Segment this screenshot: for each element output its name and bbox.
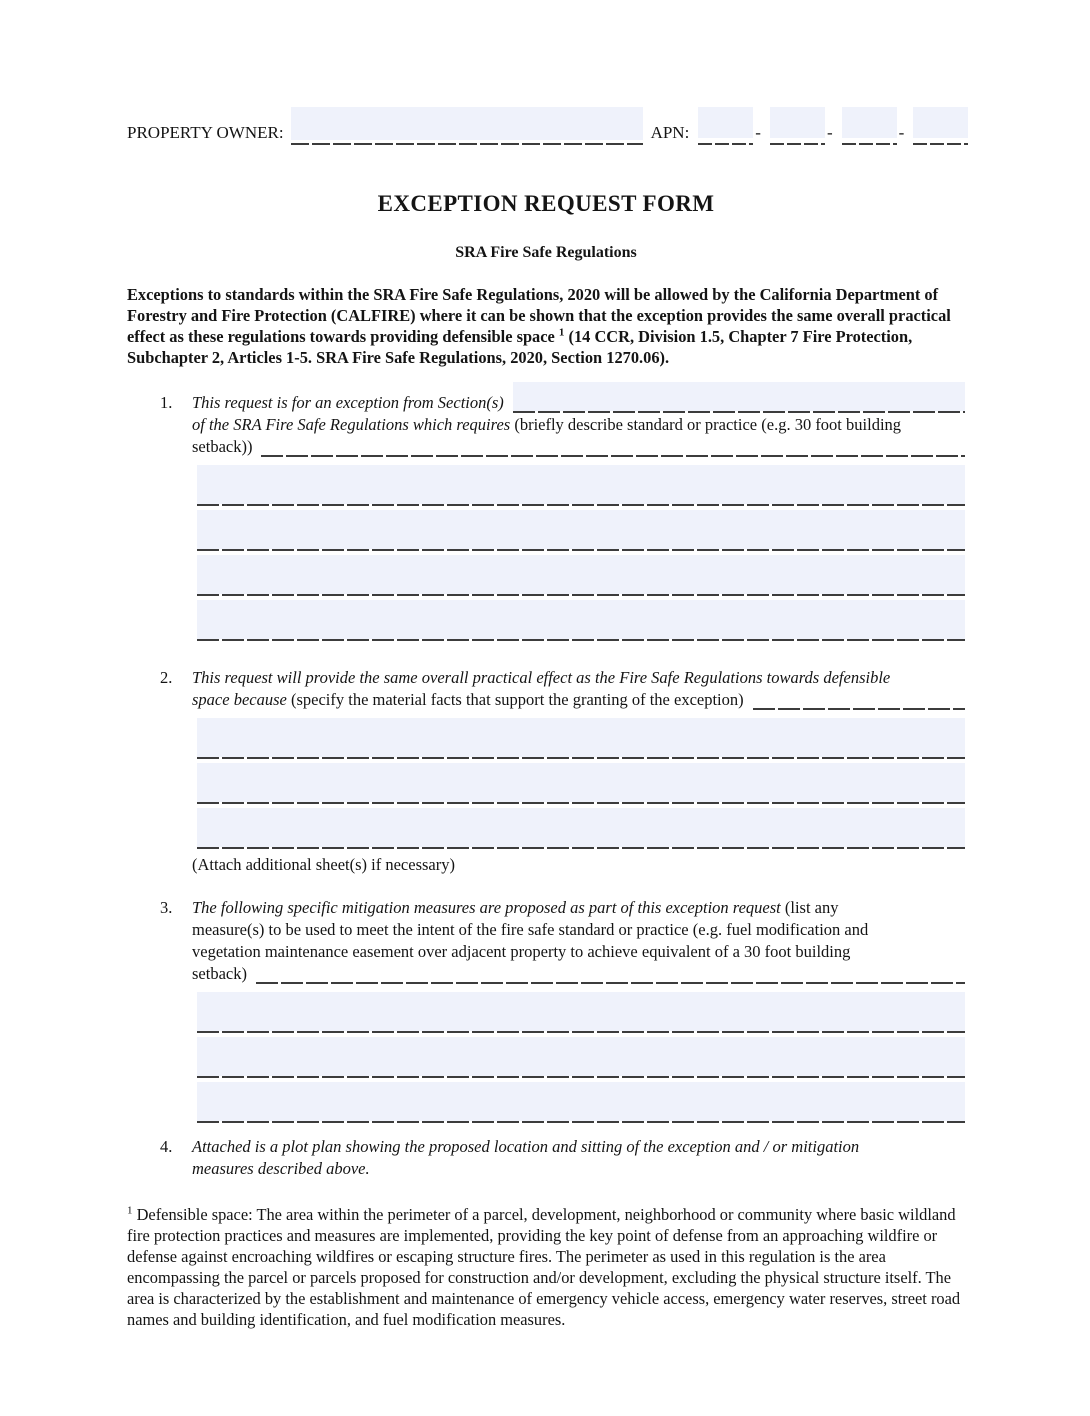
property-owner-label: PROPERTY OWNER: bbox=[127, 123, 284, 142]
item-2-text: space because bbox=[192, 690, 287, 709]
item-1-writing-area bbox=[197, 465, 965, 641]
item-3-text: (list any bbox=[780, 898, 839, 917]
item-3-line-3 bbox=[192, 941, 965, 963]
form-item-2 bbox=[127, 667, 965, 876]
apn-input-2[interactable] bbox=[770, 107, 825, 145]
writing-line[interactable] bbox=[197, 555, 965, 596]
item-1-text: of the SRA Fire Safe Regulations which requires bbox=[192, 415, 511, 434]
item-1-line-1 bbox=[192, 392, 965, 414]
apn-input-3[interactable] bbox=[842, 107, 897, 145]
blank-line[interactable] bbox=[261, 437, 965, 457]
footnote bbox=[127, 1204, 965, 1330]
item-3-text: The following specific mitigation measures are proposed as part of this exception request bbox=[192, 898, 781, 917]
item-1-line-3 bbox=[192, 436, 965, 458]
writing-line[interactable] bbox=[197, 600, 965, 641]
blank-line[interactable] bbox=[256, 964, 965, 984]
writing-line[interactable] bbox=[197, 510, 965, 551]
writing-line[interactable] bbox=[197, 763, 965, 804]
apn-separator: - bbox=[826, 123, 833, 142]
item-2-text: (specify the material facts that support the granting of the exception) bbox=[286, 690, 744, 709]
item-4-text: Attached is a plot plan showing the proposed location and sitting of the exception and / or mitigation bbox=[192, 1137, 860, 1156]
item-1-line-2 bbox=[192, 414, 965, 436]
writing-line[interactable] bbox=[197, 465, 965, 506]
item-number: 1. bbox=[160, 393, 173, 412]
writing-line[interactable] bbox=[197, 992, 965, 1033]
writing-line[interactable] bbox=[197, 808, 965, 849]
item-3-writing-area bbox=[197, 992, 965, 1123]
item-3-line-1 bbox=[192, 897, 965, 919]
item-3-line-2 bbox=[192, 919, 965, 941]
apn-input-1[interactable] bbox=[698, 107, 753, 145]
item-2-text: This request will provide the same overall practical effect as the Fire Safe Regulations towards defensible bbox=[192, 668, 891, 687]
apn-separator: - bbox=[898, 123, 905, 142]
item-3-text: measure(s) to be used to meet the intent of the fire safe standard or practice (e.g. fuel modification and bbox=[192, 920, 869, 939]
apn-label: APN: bbox=[650, 123, 690, 142]
footnote-reference: 1 bbox=[558, 326, 565, 339]
item-1-text: This request is for an exception from Section(s) bbox=[192, 393, 504, 412]
apn-input-4[interactable] bbox=[913, 107, 968, 145]
writing-line[interactable] bbox=[197, 1037, 965, 1078]
item-2-writing-area bbox=[197, 718, 965, 849]
footnote-marker: 1 bbox=[127, 1204, 133, 1217]
page-subtitle: SRA Fire Safe Regulations bbox=[455, 244, 637, 261]
section-numbers-input[interactable] bbox=[513, 382, 965, 413]
item-number: 2. bbox=[160, 668, 173, 687]
item-number: 4. bbox=[160, 1137, 173, 1156]
apn-separator: - bbox=[755, 123, 761, 142]
footnote-text: Defensible space: The area within the perimeter of a parcel, development, neighborhood or community where basic wildland fire protection practices and measures are implemented, providing the key point of defense from an approaching wildfire or defense against encroaching wildfires or escaping structure fires. The perimeter as used in this regulation is the area encompassing the parcel or parcels proposed for construction and/or development, excluding the physical structure itself. The area is characterized by the establishment and maintenance of emergency vehicle access, emergency water reserves, street road names and building identification, and fuel modification measures. bbox=[127, 1205, 961, 1329]
item-2-line-2 bbox=[192, 689, 965, 711]
intro-text-1: Exceptions to standards within the SRA Fire Safe Regulations, 2020 will be allowed by the California Department of Forestry and Fire Protection (CALFIRE) where it can be shown that the exception provides the same overall practical effect as these regulations towards providing defensible space bbox=[127, 285, 951, 346]
property-owner-input[interactable] bbox=[291, 107, 643, 145]
form-item-4 bbox=[127, 1136, 965, 1180]
item-3-line-4 bbox=[192, 963, 965, 985]
item-1-text: (briefly describe standard or practice (e.g. 30 foot building bbox=[510, 415, 902, 434]
intro-text-2: (14 CCR, Division 1.5, Chapter 7 Fire Protection, Subchapter 2, Articles 1-5. SRA Fire Safe Regulations, 2020, Section 1270.06). bbox=[127, 327, 913, 367]
item-4-text: measures described above. bbox=[192, 1159, 370, 1178]
header-row bbox=[127, 105, 965, 145]
attach-note: (Attach additional sheet(s) if necessary) bbox=[192, 855, 455, 874]
item-3-text: vegetation maintenance easement over adjacent property to achieve equivalent of a 30 foot building bbox=[192, 942, 851, 961]
form-item-1 bbox=[127, 392, 965, 641]
writing-line[interactable] bbox=[197, 718, 965, 759]
blank-line[interactable] bbox=[753, 690, 965, 710]
writing-line[interactable] bbox=[197, 1082, 965, 1123]
item-2-line-1 bbox=[192, 667, 965, 689]
intro-paragraph bbox=[127, 284, 965, 368]
form-item-3 bbox=[127, 897, 965, 1123]
item-4-line-1 bbox=[192, 1136, 965, 1158]
item-4-line-2 bbox=[192, 1158, 965, 1180]
item-number: 3. bbox=[160, 898, 173, 917]
page-title: EXCEPTION REQUEST FORM bbox=[377, 191, 715, 216]
item-1-text: setback)) bbox=[192, 437, 253, 456]
item-3-text: setback) bbox=[192, 964, 247, 983]
